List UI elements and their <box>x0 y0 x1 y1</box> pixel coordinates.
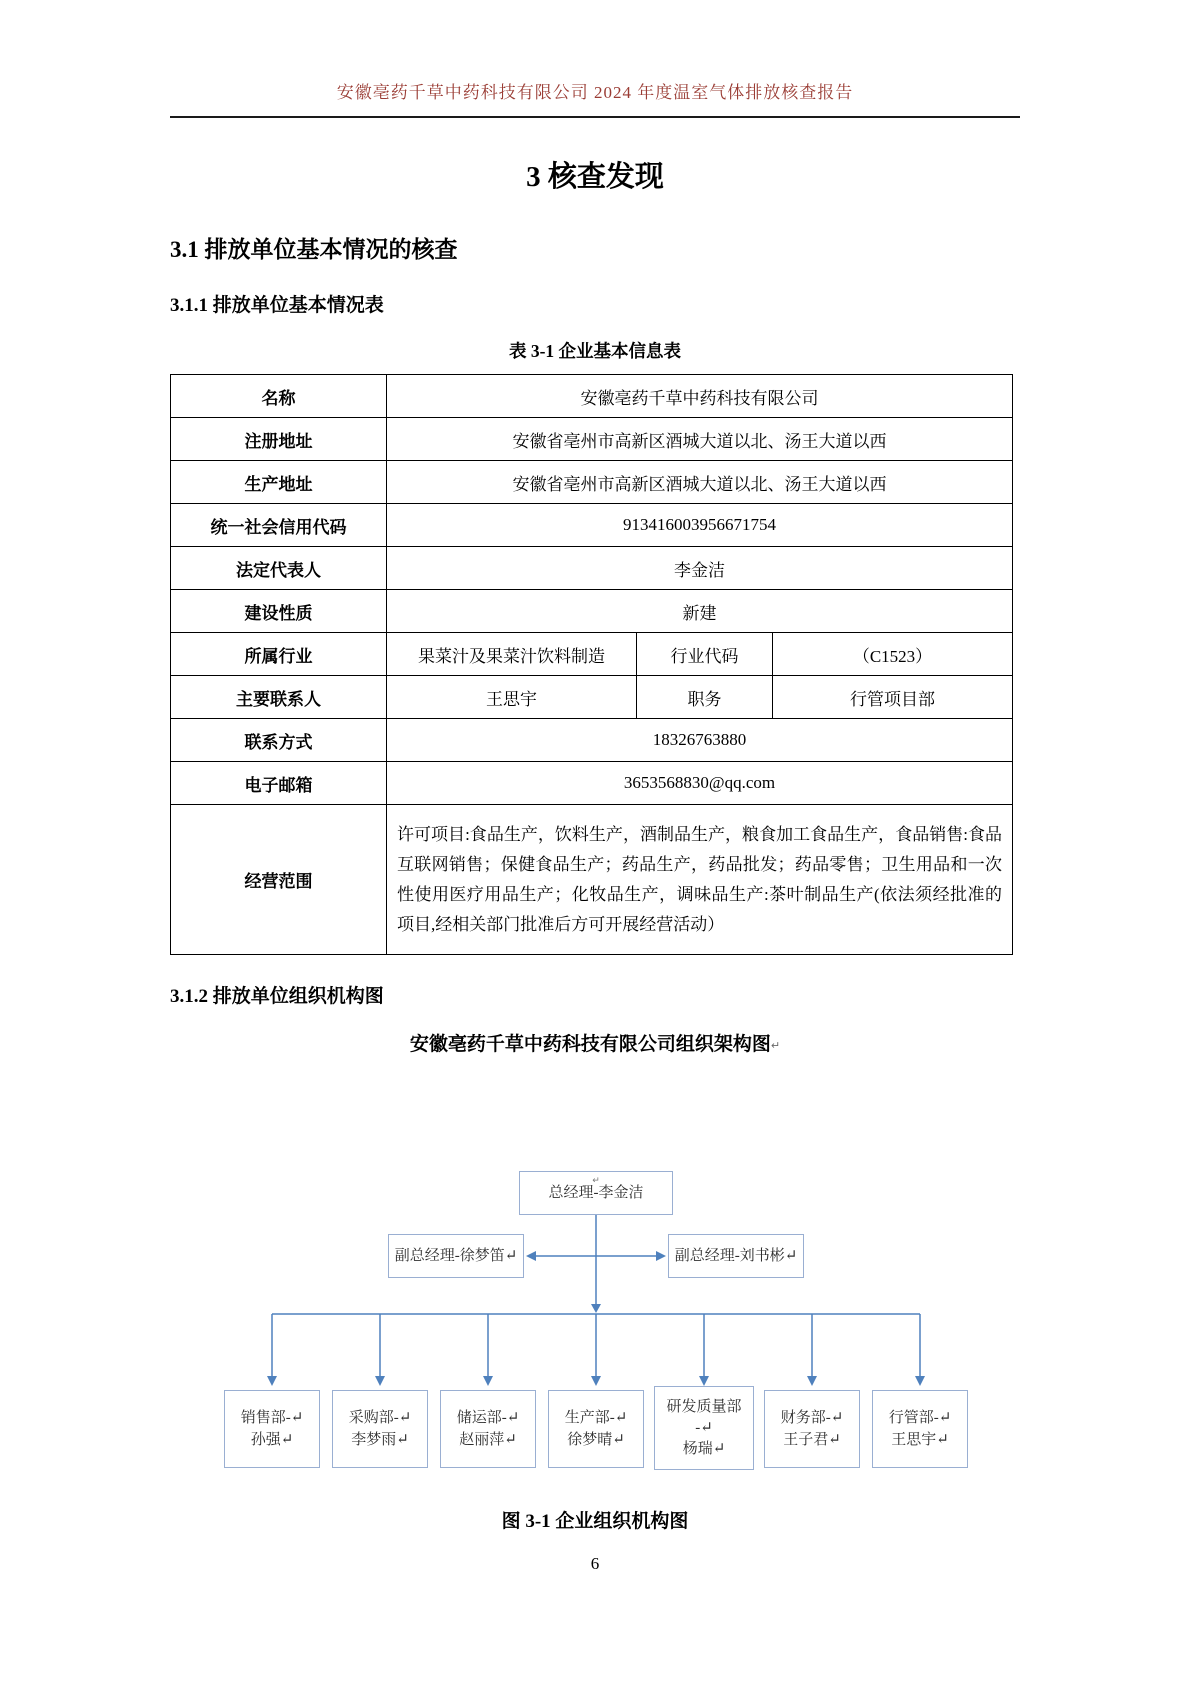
row-label: 生产地址 <box>171 461 387 504</box>
row-value: （C1523） <box>773 633 1013 676</box>
row-value: 安徽亳药千草中药科技有限公司 <box>387 375 1013 418</box>
org-box-purchasing-dept: 采购部-↵ 李梦雨↵ <box>332 1390 428 1468</box>
table-row <box>171 633 1013 676</box>
org-box-rd-quality-dept: 研发质量部 -↵ 杨瑞↵ <box>654 1386 754 1470</box>
org-box-deputy-right: 副总经理-刘书彬↵ <box>668 1234 804 1278</box>
org-box-ceo: ↵ 总经理-李金洁 <box>519 1171 673 1215</box>
org-box-sales-dept: 销售部-↵ 孙强↵ <box>224 1390 320 1468</box>
section-title: 3.1 排放单位基本情况的核查 <box>170 237 458 262</box>
table-row <box>171 375 1013 418</box>
org-chart <box>0 1160 1190 1480</box>
subsection-title-org-chart: 3.1.2 排放单位组织机构图 <box>170 986 384 1007</box>
row-value-business-scope: 许可项目:食品生产，饮料生产，酒制品生产，粮食加工食品生产，食品销售:食品互联网销售；保健食品生产；药品生产，药品批发；药品零售；卫生用品和一次性使用医疗用品生产；化牧品生产，调味品生产:茶叶制品生产(依法须经批准的项目,经相关部门批准后方可开展经营活动） <box>387 805 1013 955</box>
row-value: 3653568830@qq.com <box>387 762 1013 805</box>
table-row <box>171 719 1013 762</box>
org-box-admin-dept: 行管部-↵ 王思宇↵ <box>872 1390 968 1468</box>
table-row <box>171 805 1013 955</box>
row-sublabel: 职务 <box>637 676 773 719</box>
row-label: 电子邮箱 <box>171 762 387 805</box>
row-value: 安徽省亳州市高新区酒城大道以北、汤王大道以西 <box>387 418 1013 461</box>
row-sublabel: 行业代码 <box>637 633 773 676</box>
row-value: 18326763880 <box>387 719 1013 762</box>
row-label: 法定代表人 <box>171 547 387 590</box>
table-row <box>171 504 1013 547</box>
row-value: 王思宇 <box>387 676 637 719</box>
header-rule <box>170 116 1020 118</box>
row-value: 果菜汁及果菜汁饮料制造 <box>387 633 637 676</box>
company-info-table <box>170 374 1013 955</box>
row-label: 所属行业 <box>171 633 387 676</box>
row-label: 注册地址 <box>171 418 387 461</box>
table-row <box>171 461 1013 504</box>
table-row <box>171 762 1013 805</box>
table-row <box>171 676 1013 719</box>
chapter-title: 3 核查发现 <box>526 161 664 193</box>
row-value: 李金洁 <box>387 547 1013 590</box>
subsection-title-basic-info: 3.1.1 排放单位基本情况表 <box>170 295 384 316</box>
row-value: 行管项目部 <box>773 676 1013 719</box>
row-label: 统一社会信用代码 <box>171 504 387 547</box>
page-number: 6 <box>590 1554 600 1573</box>
table-row <box>171 547 1013 590</box>
table-caption: 表 3-1 企业基本信息表 <box>508 341 682 361</box>
row-label: 名称 <box>171 375 387 418</box>
org-box-deputy-left: 副总经理-徐梦笛↵ <box>388 1234 524 1278</box>
row-label: 联系方式 <box>171 719 387 762</box>
org-chart-title: 安徽亳药千草中药科技有限公司组织架构图↵ <box>409 1034 781 1055</box>
row-value: 新建 <box>387 590 1013 633</box>
org-box-storage-dept: 储运部-↵ 赵丽萍↵ <box>440 1390 536 1468</box>
row-label: 主要联系人 <box>171 676 387 719</box>
row-label: 建设性质 <box>171 590 387 633</box>
row-label: 经营范围 <box>171 805 387 955</box>
table-row <box>171 590 1013 633</box>
figure-caption: 图 3-1 企业组织机构图 <box>501 1511 689 1532</box>
paragraph-mark: ↵ <box>592 1176 600 1186</box>
table-row <box>171 418 1013 461</box>
row-value: 913416003956671754 <box>387 504 1013 547</box>
paragraph-mark: ↵ <box>770 1039 781 1052</box>
org-box-finance-dept: 财务部-↵ 王子君↵ <box>764 1390 860 1468</box>
org-box-production-dept: 生产部-↵ 徐梦晴↵ <box>548 1390 644 1468</box>
row-value: 安徽省亳州市高新区酒城大道以北、汤王大道以西 <box>387 461 1013 504</box>
page-header-title: 安徽亳药千草中药科技有限公司 2024 年度温室气体排放核查报告 <box>336 83 854 102</box>
